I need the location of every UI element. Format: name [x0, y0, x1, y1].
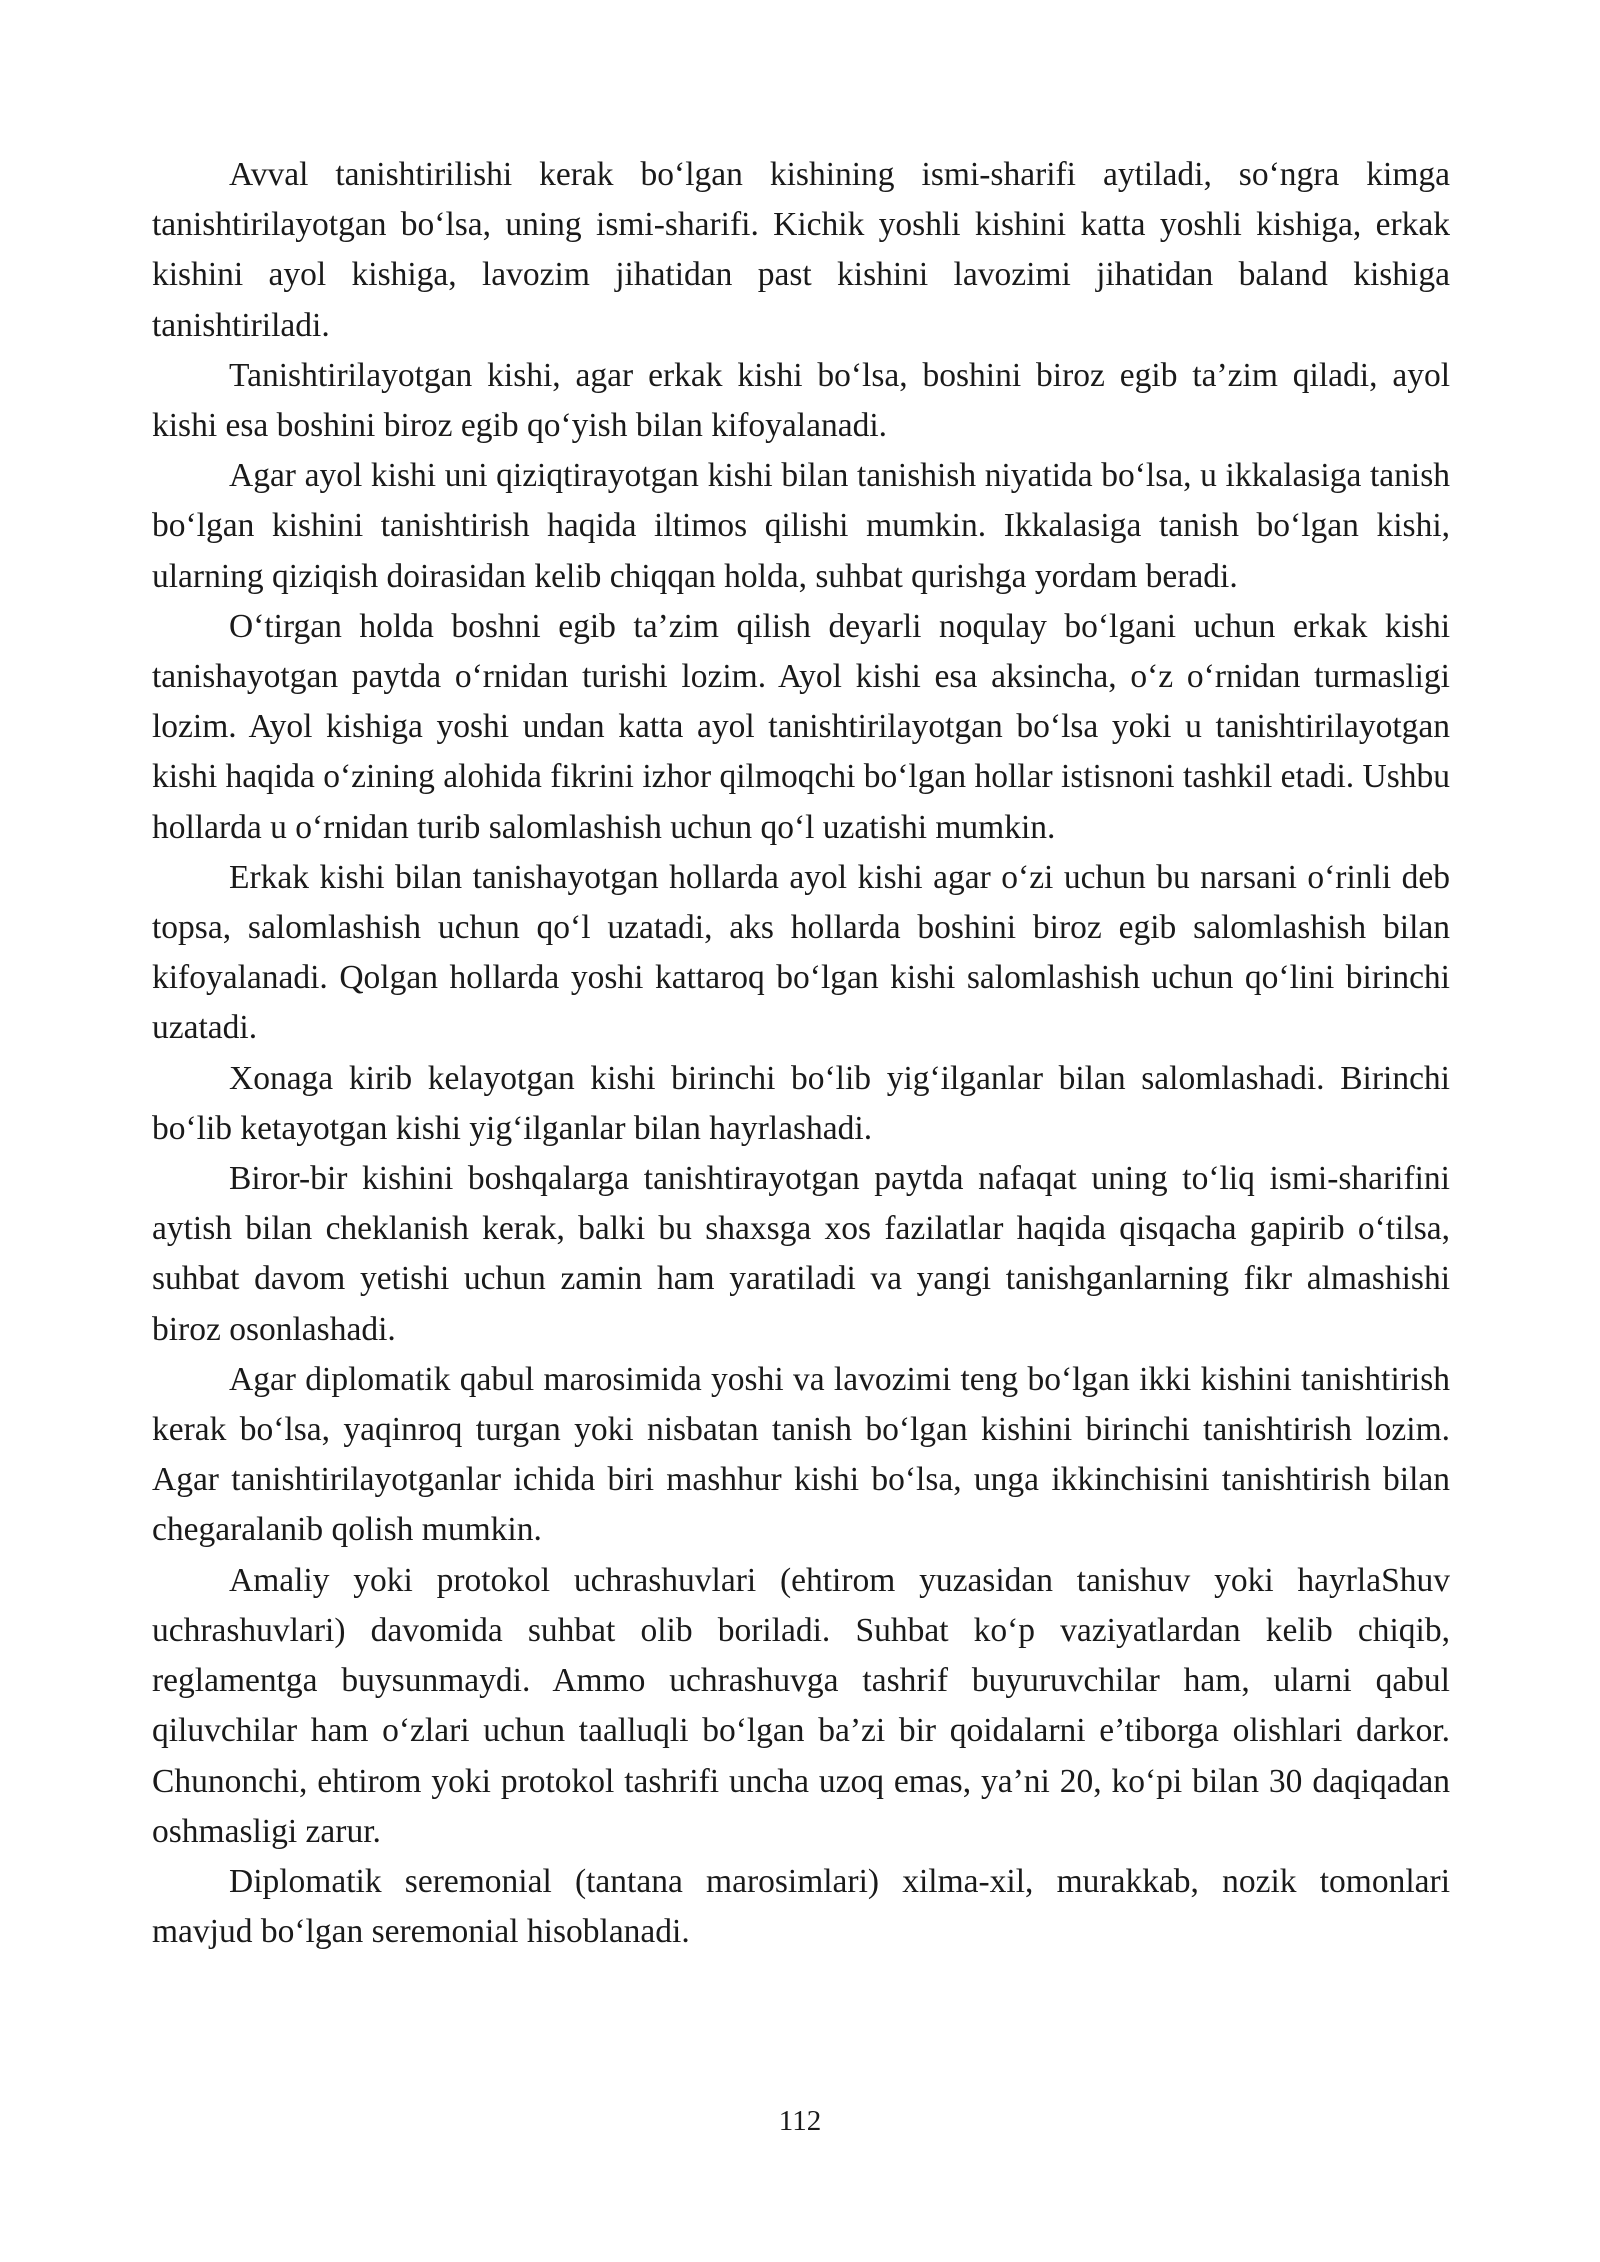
paragraph-10: Diplomatik seremonial (tantana marosimlari) xilma-xil, murakkab, nozik tomonlari mavjud bo‘lgan seremonial hisoblanadi.	[152, 1862, 1450, 1951]
paragraph-1: Avval tanishtirilishi kerak bo‘lgan kishining ismi-sharifi aytiladi, so‘ngra kimga tanishtirilayotgan bo‘lsa, uning ismi-sharifi. Kichik yoshli kishini katta yoshli kishiga, erkak kishini ayol kishiga, lavozim jihatidan past kishini lavozimi jihatidan baland kishiga tanishtiriladi.	[152, 156, 1450, 344]
paragraph-2: Tanishtirilayotgan kishi, agar erkak kishi bo‘lsa, boshini biroz egib ta’zim qiladi, ayol kishi esa boshini biroz egib qo‘yish bilan kifoyalanadi.	[152, 356, 1450, 445]
body-text	[152, 150, 1450, 1957]
paragraph-6: Xonaga kirib kelayotgan kishi birinchi bo‘lib yig‘ilganlar bilan salomlashadi. Birinchi bo‘lib ketayotgan kishi yig‘ilganlar bilan hayrlashadi.	[152, 1059, 1450, 1147]
paragraph-4: O‘tirgan holda boshni egib ta’zim qilish deyarli noqulay bo‘lgani uchun erkak kishi tanishayotgan paytda o‘rnidan turishi lozim. Ayol kishi esa aksincha, o‘z o‘rnidan turmasligi lozim. Ayol kishiga yoshi undan katta ayol tanishtirilayotgan bo‘lsa yoki u tanishtirilayotgan kishi haqida o‘zining alohida fikrini izhor qilmoqchi bo‘lgan hollar istisnoni tashkil etadi. Ushbu hollarda u o‘rnidan turib salomlashish uchun qo‘l uzatishi mumkin.	[152, 607, 1450, 846]
paragraph-8: Agar diplomatik qabul marosimida yoshi va lavozimi teng bo‘lgan ikki kishini tanishtirish kerak bo‘lsa, yaqinroq turgan yoki nisbatan tanish bo‘lgan kishini birinchi tanishtirish lozim. Agar tanishtirilayotganlar ichida biri mashhur kishi bo‘lsa, unga ikkinchisini tanishtirish bilan chegaralanib qolish mumkin.	[152, 1360, 1450, 1549]
page-number: 112	[778, 2105, 822, 2137]
paragraph-5: Erkak kishi bilan tanishayotgan hollarda ayol kishi agar o‘zi uchun bu narsani o‘rinli deb topsa, salomlashish uchun qo‘l uzatadi, aks hollarda boshini biroz egib salomlashish bilan kifoyalanadi. Qolgan hollarda yoshi kattaroq bo‘lgan kishi salomlashish uchun qo‘lini birinchi uzatadi.	[152, 858, 1450, 1047]
paragraph-7: Biror-bir kishini boshqalarga tanishtirayotgan paytda nafaqat uning to‘liq ismi-sharifini aytish bilan cheklanish kerak, balki bu shaxsga xos fazilatlar haqida qisqacha gapirib o‘tilsa, suhbat davom yetishi uchun zamin ham yaratiladi va yangi tanishganlarning fikr almashishi biroz osonlashadi.	[152, 1160, 1450, 1348]
paragraph-3: Agar ayol kishi uni qiziqtirayotgan kishi bilan tanishish niyatida bo‘lsa, u ikkalasiga tanish bo‘lgan kishini tanishtirish haqida iltimos qilishi mumkin. Ikkalasiga tanish bo‘lgan kishi, ularning qiziqish doirasidan kelib chiqqan holda, suhbat qurishga yordam beradi.	[152, 457, 1450, 595]
paragraph-9: Amaliy yoki protokol uchrashuvlari (ehtirom yuzasidan tanishuv yoki hayrlaShuv uchrashuvlari) davomida suhbat olib boriladi. Suhbat ko‘p vaziyatlardan kelib chiqib, reglamentga buysunmaydi. Ammo uchrashuvga tashrif buyuruvchilar ham, ularni qabul qiluvchilar ham o‘zlari uchun taalluqli bo‘lgan ba’zi bir qoidalarni e’tiborga olishlari darkor. Chunonchi, ehtirom yoki protokol tashrifi uncha uzoq emas, ya’ni 20, ko‘pi bilan 30 daqiqadan oshmasligi zarur.	[152, 1561, 1450, 1850]
